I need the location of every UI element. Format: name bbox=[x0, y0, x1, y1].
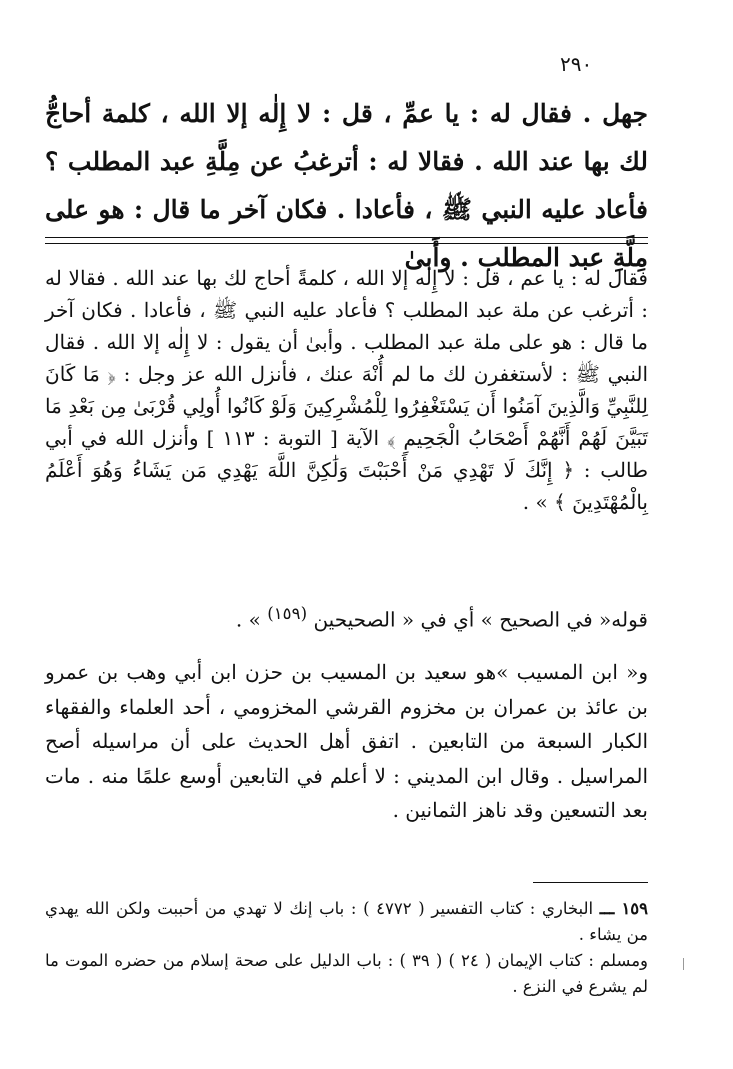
margin-mark bbox=[683, 958, 684, 970]
note-closing: » . bbox=[235, 607, 261, 632]
footnotes-block bbox=[45, 896, 648, 1000]
footnote-reference: (١٥٩) bbox=[267, 604, 308, 623]
commentary-note bbox=[45, 598, 648, 636]
footnote-muslim: ومسلم : كتاب الإيمان ( ٢٤ ) ( ٣٩ ) : باب الدليل على صحة إسلام من حضره الموت ما لم يشرع في النزع . bbox=[45, 951, 649, 996]
hadith-paragraph: فقال له : يا عم ، قل : لا إِلٰه إلا الله ، كلمةً أحاج لك بها عند الله . فقالا له : أترغب عن ملة عبد المطلب ؟ فأعاد عليه النبي ﷺ ، فأعادا . فكان آخر ما قال : هو على ملة عبد المطلب . وأبىٰ أن يقول : لا إِلٰه إلا الله . فقال النبي ﷺ : لأستغفرن لك ما لم أُنْهَ عنك ، فأنزل الله عز وجل : ﴿ مَا كَانَ لِلنَّبِيِّ وَالَّذِينَ آمَنُوا أَن يَسْتَغْفِرُوا لِلْمُشْرِكِينَ وَلَوْ كَانُوا أُولِي قُرْبَىٰ مِن بَعْدِ مَا تَبَيَّنَ لَهُمْ أَنَّهُمْ أَصْحَابُ الْجَحِيمِ ﴾ الآية [ التوبة : ١١٣ ] وأنزل الله في أبي طالب : ﴿ إِنَّكَ لَا تَهْدِي مَنْ أَحْبَبْتَ وَلَٰكِنَّ اللَّهَ يَهْدِي مَن يَشَاءُ وَهُوَ أَعْلَمُ بِالْمُهْتَدِينَ ﴾ » . bbox=[45, 266, 649, 514]
footnote-item bbox=[45, 896, 648, 948]
biography-paragraph: و« ابن المسيب »هو سعيد بن المسيب بن حزن ابن أبي وهب بن عمرو بن عائذ بن عمران بن مخزوم القرشي المخزومي ، أحد العلماء والفقهاء الكبار السبعة من التابعين . اتفق أهل الحديث على أن مراسيله أصح المراسيل . وقال ابن المديني : لا أعلم في التابعين أوسع علمًا منه . مات بعد التسعين وقد ناهز الثمانين . bbox=[45, 660, 648, 822]
note-text: قوله« في الصحيح » أي في « الصحيحين bbox=[313, 607, 648, 632]
section-divider bbox=[45, 237, 648, 244]
page-number: ٢٩٠ bbox=[560, 52, 593, 76]
footnote-bukhari: البخاري : كتاب التفسير ( ٤٧٧٢ ) : باب إنك لا تهدي من أحببت ولكن الله يهدي من يشاء . bbox=[45, 899, 648, 944]
footnote-separator bbox=[533, 882, 648, 883]
main-paragraph: جهل . فقال له : يا عمِّ ، قل : لا إِلٰه إلا الله ، كلمة أحاجُّ لك بها عند الله . فقالا له : أترغبُ عن مِلَّةِ عبد المطلب ؟ فأعاد عليه النبي ﷺ ، فأعادا . فكان آخر ما قال : هو على مِلَّةِ عبد المطلب . وأَبىٰ bbox=[45, 99, 648, 272]
biography-block bbox=[45, 655, 648, 828]
hadith-text-block bbox=[45, 262, 648, 518]
footnote-number: ١٥٩ ـــ bbox=[599, 899, 649, 918]
main-text-block bbox=[45, 90, 648, 282]
